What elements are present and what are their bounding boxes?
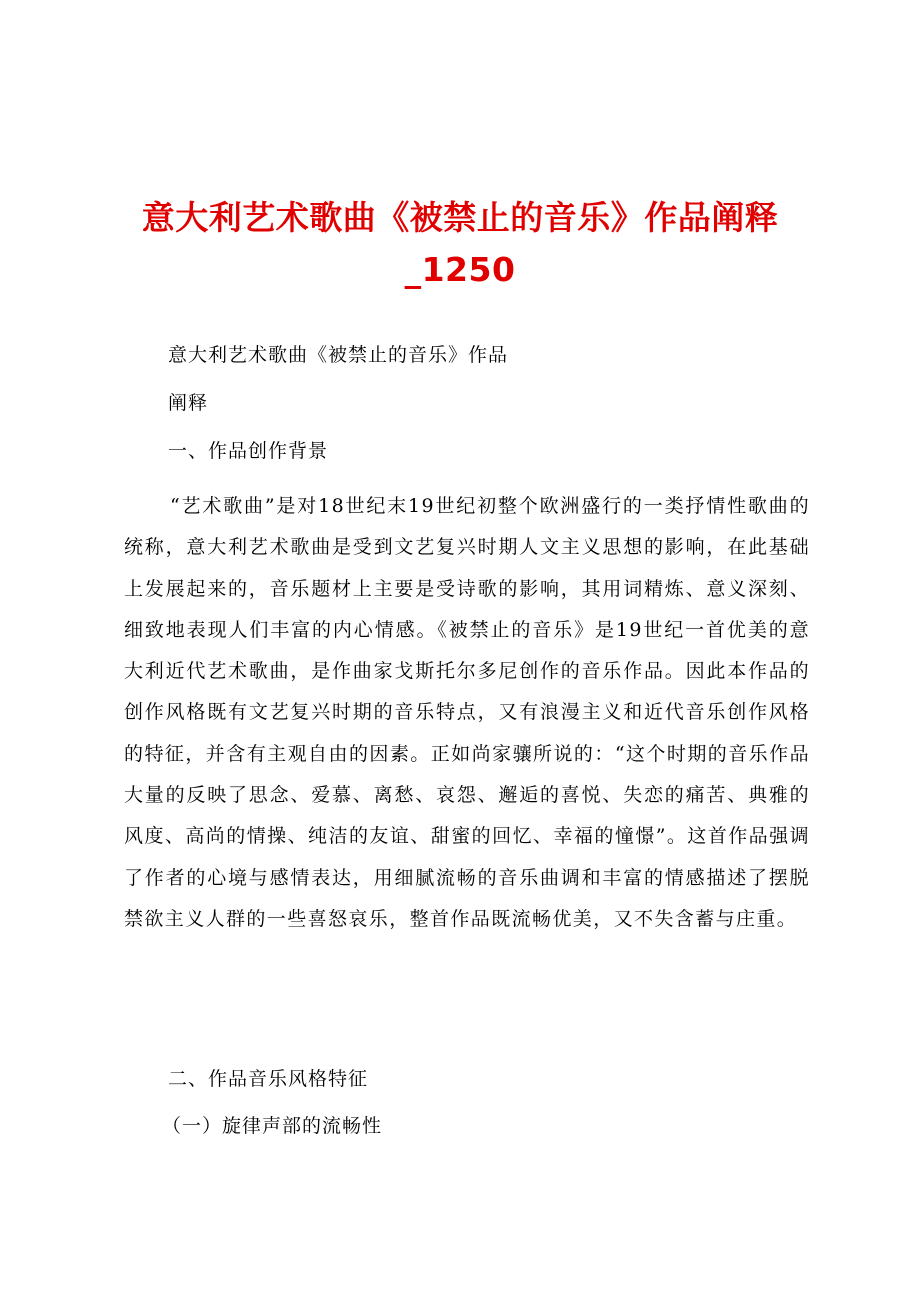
subtitle-line-2: 阐释 — [168, 392, 209, 414]
document-title — [100, 192, 820, 296]
section-1-heading: 一、作品创作背景 — [168, 440, 329, 462]
subtitle-line-1: 意大利艺术歌曲《被禁止的音乐》作品 — [168, 344, 509, 366]
section-2-heading: 二、作品音乐风格特征 — [168, 1068, 369, 1090]
section-1-paragraph: “艺术歌曲”是对18世纪末19世纪初整个欧洲盛行的一类抒情性歌曲的统称，意大利艺术歌曲是受到文艺复兴时期人文主义思想的影响，在此基础上发展起来的，音乐题材上主要是受诗歌的影响，其用词精炼、意义深刻、细致地表现人们丰富的内心情感。《被禁止的音乐》是19世纪一首优美的意大利近代艺术歌曲，是作曲家戈斯托尔多尼创作的音乐作品。因此本作品的创作风格既有文艺复兴时期的音乐特点，又有浪漫主义和近代音乐创作风格的特征，并含有主观自由的因素。正如尚家骧所说的：“这个时期的音乐作品大量的反映了思念、爱慕、离愁、哀怨、邂逅的喜悦、失恋的痛苦、典雅的风度、高尚的情操、纯洁的友谊、甜蜜的回忆、幸福的憧憬”。这首作品强调了作者的心境与感情表达，用细腻流畅的音乐曲调和丰富的情感描述了摆脱禁欲主义人群的一些喜怒哀乐，整首作品既流畅优美，又不失含蓄与庄重。 — [124, 495, 810, 930]
subsection-1-heading: （一）旋律声部的流畅性 — [162, 1115, 383, 1137]
document-title-line-2: _1250 — [404, 250, 516, 289]
document-title-line-1: 意大利艺术歌曲《被禁止的音乐》作品阐释 — [141, 198, 779, 237]
